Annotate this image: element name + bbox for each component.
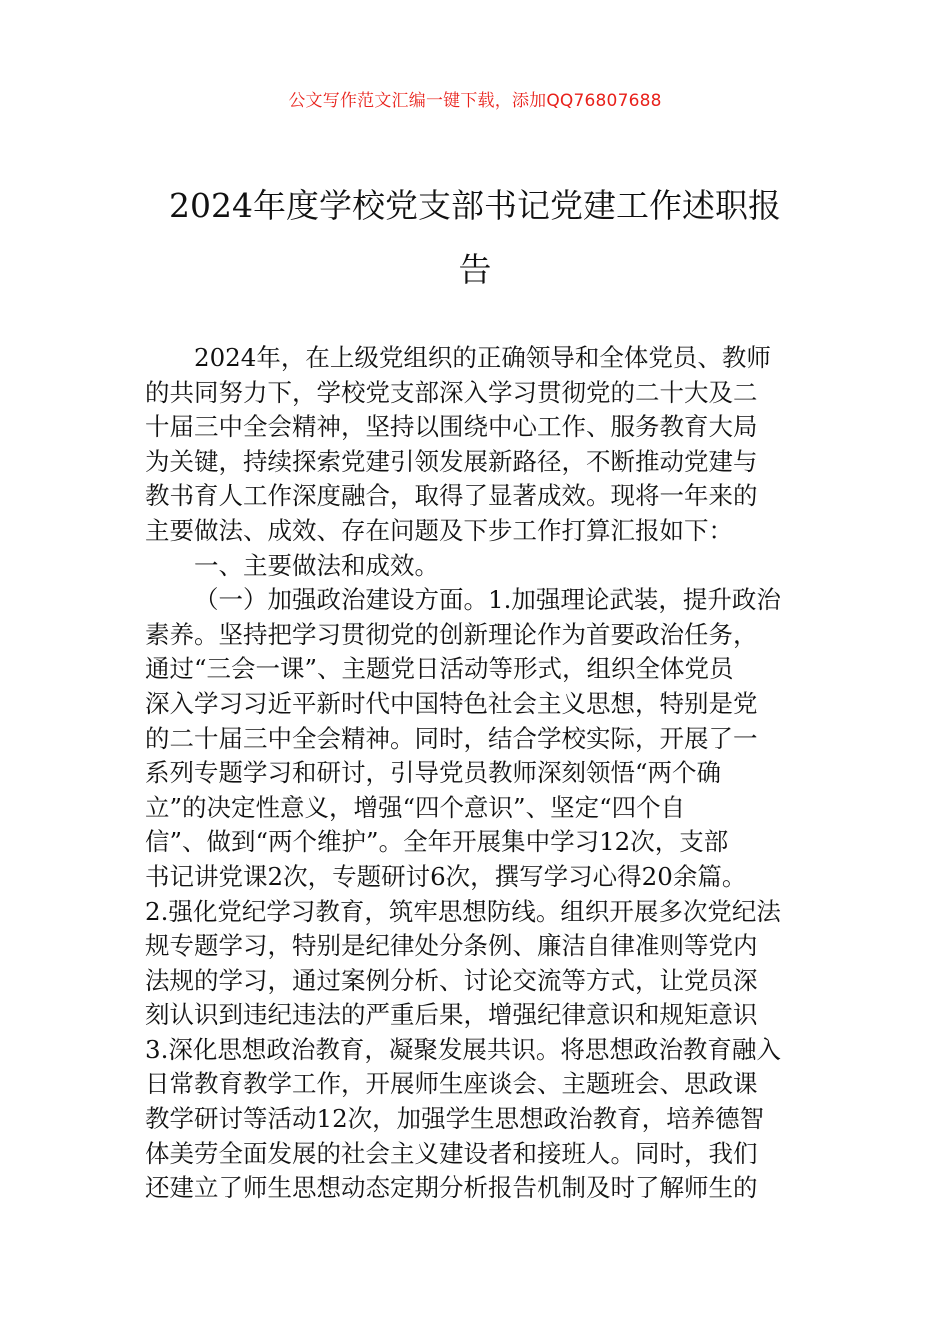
body-line: 规专题学习，特别是纪律处分条例、廉洁自律准则等党内 (145, 931, 758, 961)
body-line: 书记讲党课2次，专题研讨6次，撰写学习心得20余篇。 (145, 861, 747, 891)
body-line: 为关键，持续探索党建引领发展新路径，不断推动党建与 (145, 446, 758, 476)
body-line: 素养。坚持把学习贯彻党的创新理论作为首要政治任务， (145, 619, 758, 649)
body-line: 体美劳全面发展的社会主义建设者和接班人。同时，我们 (145, 1138, 758, 1168)
title-line-2: 告 (458, 250, 492, 289)
body-line: 十届三中全会精神，坚持以围绕中心工作、服务教育大局 (145, 412, 758, 442)
document-body (145, 341, 810, 1206)
body-line: 信”、做到“两个维护”。全年开展集中学习12次，支部 (145, 827, 729, 857)
body-line: 深入学习习近平新时代中国特色社会主义思想，特别是党 (145, 688, 758, 718)
download-notice: 公文写作范文汇编一键下载，添加QQ76807688 (288, 91, 662, 111)
document-title (145, 174, 805, 302)
body-line: 法规的学习，通过案例分析、讨论交流等方式，让党员深 (145, 965, 758, 995)
body-line: 的二十届三中全会精神。同时，结合学校实际，开展了一 (145, 723, 758, 753)
body-line: 通过“三会一课”、主题党日活动等形式，组织全体党员 (145, 654, 734, 684)
body-line: 2.强化党纪学习教育，筑牢思想防线。组织开展多次党纪法 (145, 896, 781, 926)
section-heading: 一、主要做法和成效。 (194, 550, 439, 580)
body-line: 立”的决定性意义，增强“四个意识”、坚定“四个自 (145, 792, 686, 822)
body-line: 教学研讨等活动12次，加强学生思想政治教育，培养德智 (145, 1104, 765, 1134)
body-line: 系列专题学习和研讨，引导党员教师深刻领悟“两个确 (145, 758, 722, 788)
body-line: 刻认识到违纪违法的严重后果，增强纪律意识和规矩意识 (145, 1000, 758, 1030)
body-line: 还建立了师生思想动态定期分析报告机制及时了解师生的 (145, 1173, 758, 1203)
body-line: 的共同努力下，学校党支部深入学习贯彻党的二十大及二 (145, 377, 758, 407)
body-line: （一）加强政治建设方面。1.加强理论武装，提升政治 (194, 585, 781, 615)
body-line: 主要做法、成效、存在问题及下步工作打算汇报如下： (145, 515, 733, 545)
body-line: 日常教育教学工作，开展师生座谈会、主题班会、思政课 (145, 1069, 758, 1099)
body-line: 3.深化思想政治教育，凝聚发展共识。将思想政治教育融入 (145, 1034, 781, 1064)
body-line: 教书育人工作深度融合，取得了显著成效。现将一年来的 (145, 481, 758, 511)
title-line-1: 2024年度学校党支部书记党建工作述职报 (169, 186, 781, 225)
body-line: 2024年，在上级党组织的正确领导和全体党员、教师 (194, 343, 771, 372)
